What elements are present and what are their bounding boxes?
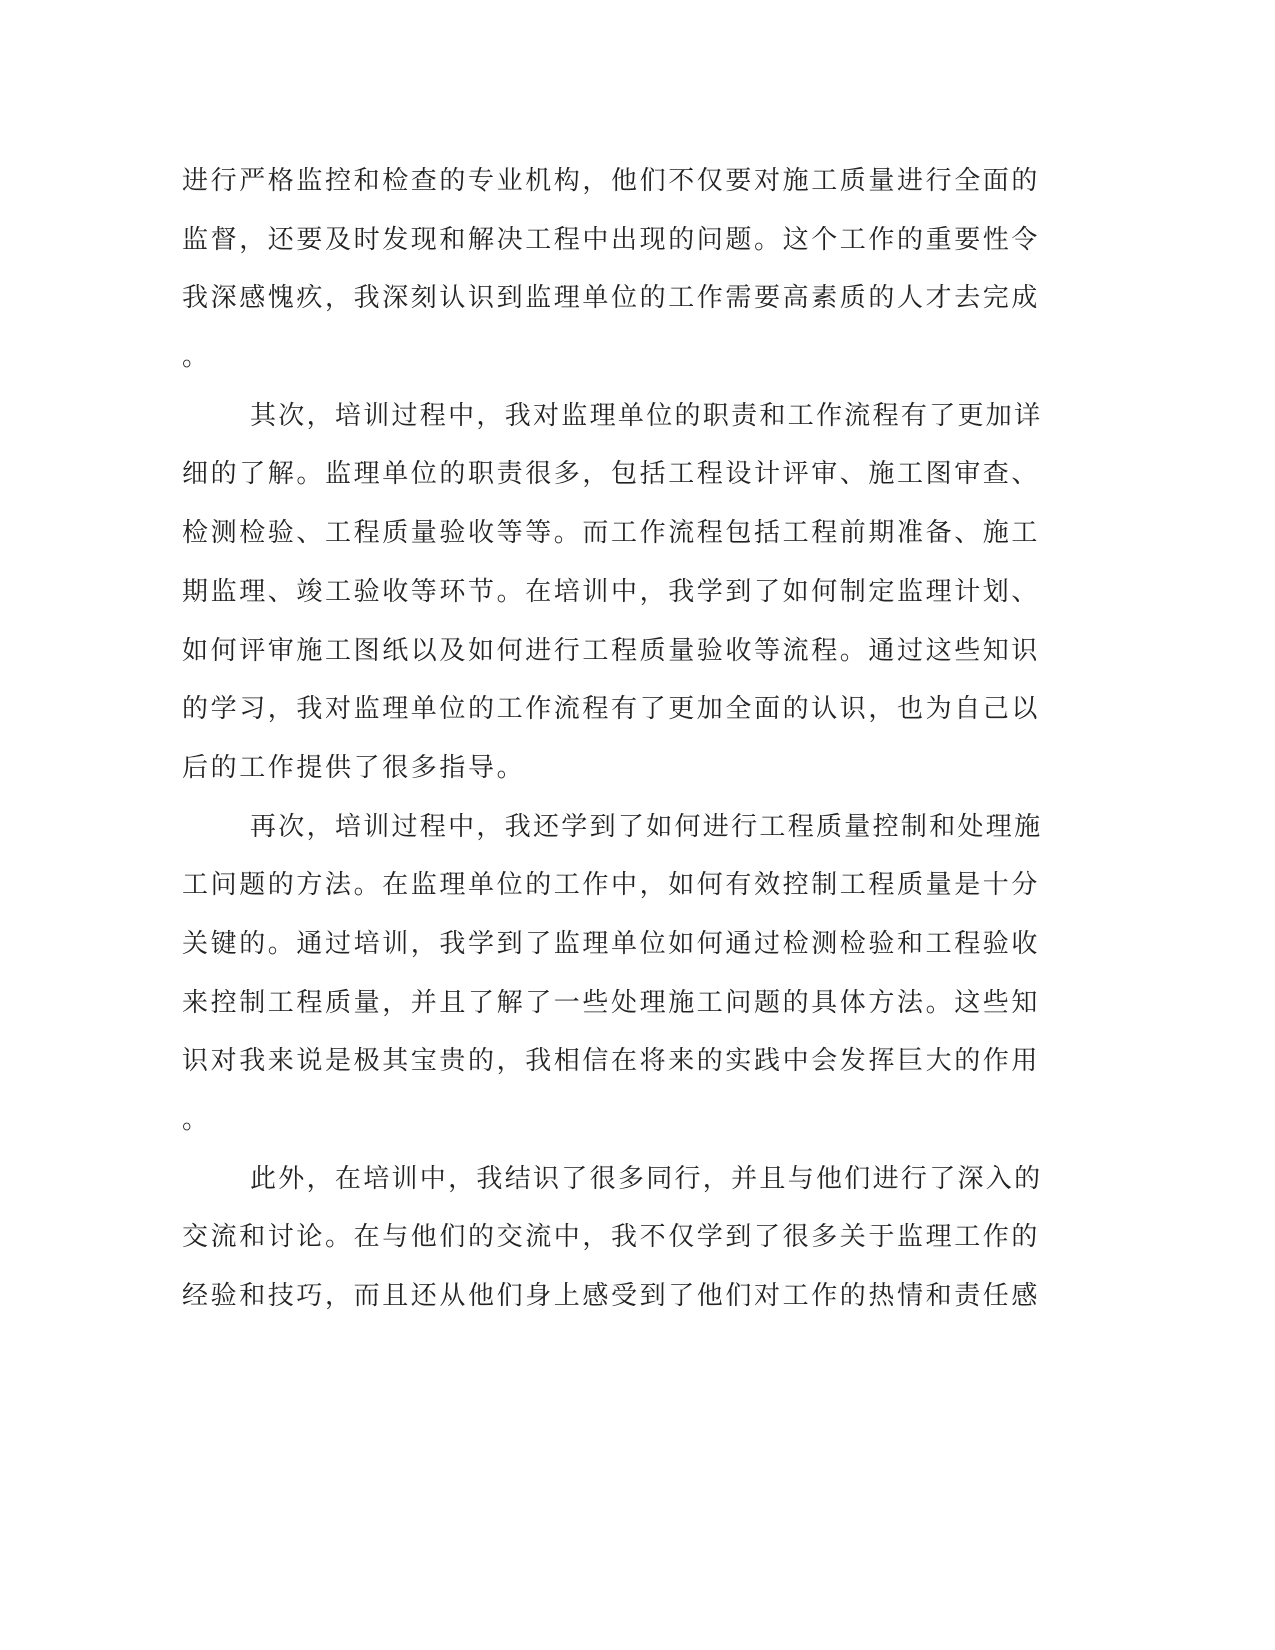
text-line: 细的了解。监理单位的职责很多，包括工程设计评审、施工图审查、: [182, 459, 1041, 490]
text-line: 识对我来说是极其宝贵的，我相信在将来的实践中会发挥巨大的作用: [182, 1046, 1041, 1077]
text-line: 关键的。通过培训，我学到了监理单位如何通过检测检验和工程验收: [182, 928, 1041, 959]
text-line: 交流和讨论。在与他们的交流中，我不仅学到了很多关于监理工作的: [182, 1222, 1041, 1253]
text-line: 。: [182, 1105, 211, 1135]
paragraph-first-line: 再次，培训过程中，我还学到了如何进行工程质量控制和处理施: [250, 811, 1043, 842]
text-line: 的学习，我对监理单位的工作流程有了更加全面的认识，也为自己以: [182, 694, 1041, 725]
body-text: [182, 152, 1042, 1326]
text-line: 。: [182, 342, 211, 373]
paragraph-first-line: 此外，在培训中，我结识了很多同行，并且与他们进行了深入的: [250, 1163, 1043, 1194]
text-line: 检测检验、工程质量验收等等。而工作流程包括工程前期准备、施工: [182, 518, 1041, 549]
text-line: 期监理、竣工验收等环节。在培训中，我学到了如何制定监理计划、: [182, 576, 1041, 607]
text-line: 经验和技巧，而且还从他们身上感受到了他们对工作的热情和责任感: [182, 1281, 1041, 1312]
text-line: 监督，还要及时发现和解决工程中出现的问题。这个工作的重要性令: [182, 224, 1041, 255]
text-line: 后的工作提供了很多指导。: [182, 752, 526, 783]
text-line: 来控制工程质量，并且了解了一些处理施工问题的具体方法。这些知: [182, 987, 1041, 1018]
paragraph-first-line: 其次，培训过程中，我对监理单位的职责和工作流程有了更加详: [250, 400, 1043, 431]
text-line: 工问题的方法。在监理单位的工作中，如何有效控制工程质量是十分: [182, 870, 1041, 901]
text-line: 如何评审施工图纸以及如何进行工程质量验收等流程。通过这些知识: [182, 635, 1041, 666]
text-line: 进行严格监控和检查的专业机构，他们不仅要对施工质量进行全面的: [182, 166, 1041, 196]
text-line: 我深感愧疚，我深刻认识到监理单位的工作需要高素质的人才去完成: [182, 283, 1041, 314]
